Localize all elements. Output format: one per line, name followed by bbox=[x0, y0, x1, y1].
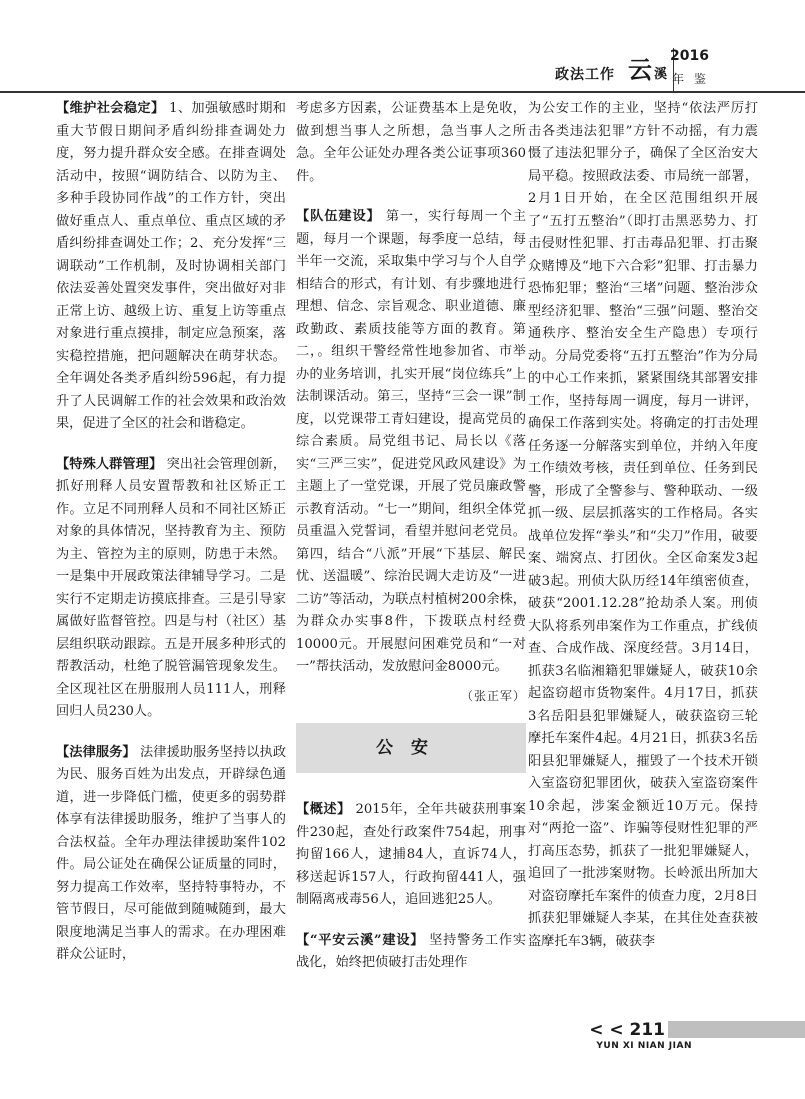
author-credit: （张正军） bbox=[460, 688, 526, 703]
paragraph-social-stability bbox=[56, 98, 286, 436]
heading-team-building: 【队伍建设】 bbox=[296, 209, 381, 224]
text-overview: 2015年，全年共破获刑事案件230起，查处行政案件754起，刑事拘留166人，逮捕84人，直诉74人，移送起诉157人，行政拘留441人，强制隔离戒毒56人，追回逃犯25人。 bbox=[296, 802, 526, 907]
paragraph-legal-services bbox=[56, 742, 286, 967]
paragraph-safe-yunxi-cont: 为公安工作的主业，坚持“依法严厉打击各类违法犯罪”方针不动摇，有力震慑了违法犯罪分子，确保了全区治安大局平稳。按照政法委、市局统一部署，2月1日开始，在全区范围组织开展了“五打五整治”（即打击黑恶势力、打击侵财性犯罪、打击毒品犯罪、打击聚众赌博及“地下六合彩”犯罪、打击暴力恐怖犯罪；整治“三堵”问题、整治涉众型经济犯罪、整治“三强”问题、整治交通秩序、整治安全生产隐患）专项行动。分局党委将“五打五整治”作为分局的中心工作来抓，紧紧围绕其部署安排工作，坚持每周一调度，每月一讲评，确保工作落到实处。将确定的打击处理任务逐一分解落实到单位，并纳入年度工作绩效考核，责任到单位、任务到民警，形成了全警参与、警种联动、一级抓一级、层层抓落实的工作格局。各实战单位发挥“拳头”和“尖刀”作用，破要案、端窝点、打团伙。全区命案发3起破3起。刑侦大队历经14年缜密侦查，破获“2001.12.28”抢劫杀人案。刑侦大队将系列串案作为工作重点，扩线侦查、合成作战、深度经营。3月14日，抓获3名临湘籍犯罪嫌疑人，破获10余起盗窃超市货物案件。4月17日，抓获3名岳阳县犯罪嫌疑人，破获盗窃三轮摩托车案件4起。4月21日，抓获3名岳阳县犯罪嫌疑人，摧毁了一个技术开锁入室盗窃犯罪团伙，破获入室盗窃案件10余起，涉案金额近10万元。保持对“两抢一盗”、诈骗等侵财性犯罪的严打高压态势，抓获了一批犯罪嫌疑人，追回了一批涉案财物。长岭派出所加大对盗窃摩托车案件的侦查力度，2月8日抓获犯罪嫌疑人李某，在其住处查获被盗摩托车3辆，破获李 bbox=[528, 101, 758, 949]
heading-legal-services: 【法律服务】 bbox=[56, 744, 136, 760]
text-team-building: 第一，实行每周一个主题，每月一个课题，每季度一总结，每半年一交流，采取集中学习与个人自学相结合的形式，有计划、有步骤地进行理想、信念、宗旨观念、职业道德、廉政勤政、素质技能等方面的教育。第二，。组织干警经常性地参加省、市举办的业务培训，扎实开展“岗位练兵”上法制课活动。第三，坚持“三会一课”制度，以党课带工青妇建设，提高党员的综合素质。局党组书记、局长以《落实“三严三实”，促进党风政风建设》为主题上了一堂党课，开展了党员廉政警示教育活动。“七一”期间，组织全体党员重温入党誓词，看望并慰问老党员。第四，结合“八派”开展“下基层、解民忧、送温暖”、综治民调大走访及“一进二访”等活动，为联点村植树200余株，为群众办实事8件，下拨联点村经费10000元。开展慰问困难党员和“一对一”帮扶活动，发放慰问金8000元。 bbox=[296, 209, 527, 674]
section-title: 政法工作 bbox=[555, 67, 615, 83]
header-rule bbox=[0, 91, 805, 93]
footer-caption: YUN XI NIAN JIAN bbox=[596, 1041, 692, 1051]
paragraph-legal-services-cont: 考虑多方因素，公证费基本上是免收，做到想当事人之所想，急当事人之所急。全年公证处办理各类公证事项360件。 bbox=[296, 101, 526, 184]
heading-safe-yunxi: 【“平安云溪”建设】 bbox=[296, 932, 425, 948]
footer-bar bbox=[668, 1021, 805, 1038]
paragraph-team-building bbox=[296, 206, 526, 679]
section-heading-public-security: 公安 bbox=[296, 723, 526, 773]
text-special-groups: 突出社会管理创新，抓好刑释人员安置帮教和社区矫正工作。立足不同刑释人员和不同社区矫正对象的具体情况，坚持教育为主、预防为主、管控为主的原则，防患于未然。一是集中开展政策法律辅导学习。二是实行不定期走访摸底排查。三是引导家属做好监督管控。四是与村（社区）基层组织联动跟踪。五是开展多种形式的帮教活动，杜绝了脱管漏管现象发生。全区现社区在册服刑人员111人，刑释回归人员230人。 bbox=[56, 456, 287, 719]
paragraph-overview bbox=[296, 799, 526, 912]
yearbook-logo bbox=[628, 50, 667, 85]
logo-yun: 云 bbox=[627, 55, 652, 84]
heading-overview: 【概述】 bbox=[296, 802, 351, 817]
nianjian-label: 年 鉴 bbox=[672, 72, 709, 86]
text-legal-services: 法律援助服务坚持以执政为民、服务百姓为出发点，开辟绿色通道，进一步降低门槛，使更多的弱势群体享有法律援助服务，维护了当事人的合法权益。全年办理法律援助案件102件。局公证处在确保公证质量的同时，努力提高工作效率，坚持特事特办，不管节假日，尽可能做到随喊随到，最大限度地满足当事人的需求。在办理困难群众公证时， bbox=[56, 744, 287, 962]
paragraph-special-groups bbox=[56, 454, 286, 724]
column-2 bbox=[296, 98, 526, 993]
column-1 bbox=[56, 98, 286, 985]
text-safe-yunxi: 坚持警务工作实战化，始终把侦破打击处理作 bbox=[296, 932, 527, 970]
text-social-stability: 1、加强敏感时期和重大节假日期间矛盾纠纷排查调处力度，努力提升群众安全感。在排查调处活动中，按照“调防结合、以防为主、多种手段协同作战”的工作方针，突出做好重点人、重点单位、重点区域的矛盾纠纷排查调处工作；2、充分发挥“三调联动”工作机制，及时协调相关部门依法妥善处置突发事件，突出做好对非正常上访、越级上访、重复上访等重点对象进行重点摸排，制定应急预案，落实稳控措施，把问题解决在萌芽状态。全年调处各类矛盾纠纷596起，有力提升了人民调解工作的社会效果和政治效果，促进了全区的社会和谐稳定。 bbox=[56, 101, 286, 431]
paragraph-safe-yunxi bbox=[296, 930, 526, 975]
logo-xi: 溪 bbox=[653, 67, 667, 82]
heading-special-groups: 【特殊人群管理】 bbox=[56, 456, 163, 472]
page-number: < < 211 bbox=[589, 1020, 665, 1040]
heading-social-stability: 【维护社会稳定】 bbox=[56, 101, 165, 116]
column-3 bbox=[528, 98, 758, 971]
page-header bbox=[0, 42, 805, 98]
year-label: 2016 bbox=[670, 48, 709, 64]
